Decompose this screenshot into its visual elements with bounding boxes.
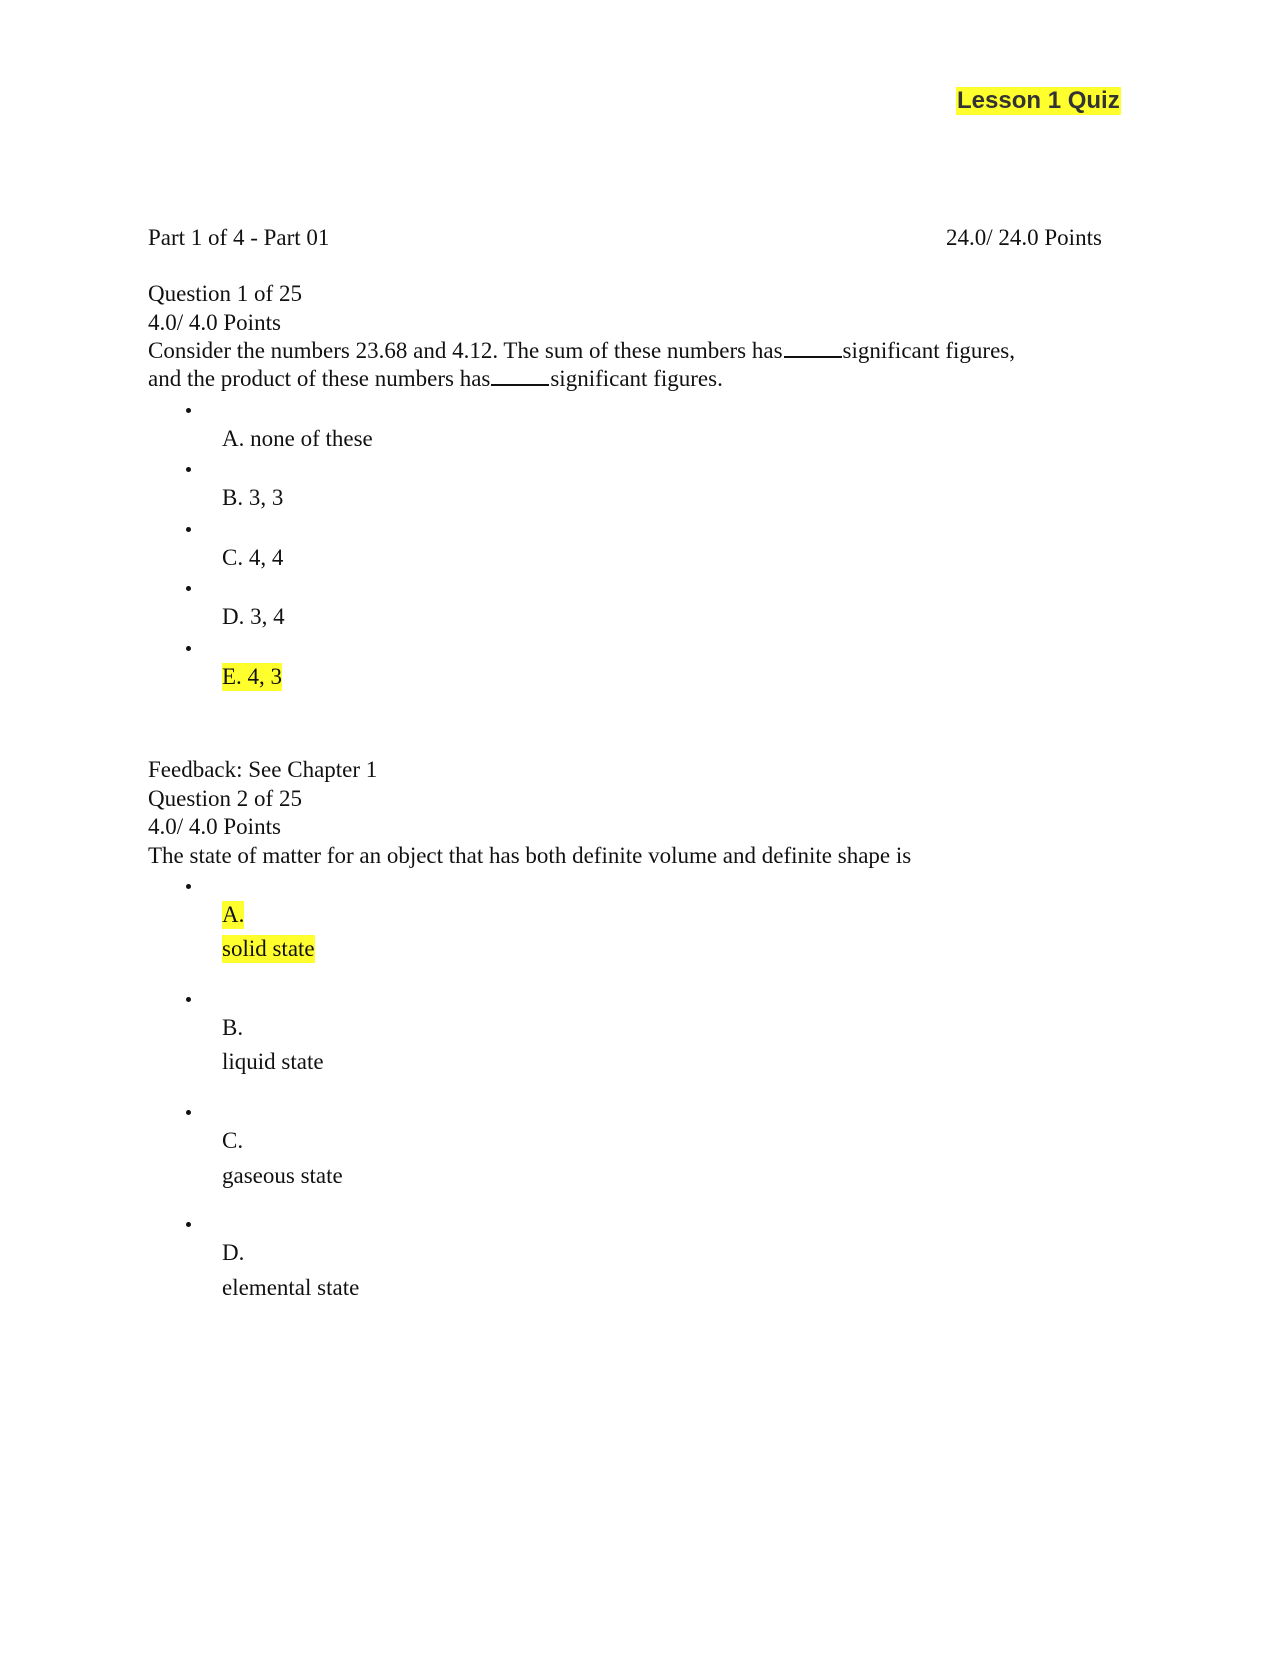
answer-option-c[interactable]: C. 4, 4 [222,545,284,570]
answer-blank [784,355,842,358]
answer-option-b-letter[interactable]: B. [222,1015,244,1040]
bullet-icon [186,586,191,591]
answer-option-c-letter[interactable]: C. [222,1128,244,1153]
bullet-icon [186,997,191,1002]
part-label: Part 1 of 4 - Part 01 [148,225,330,250]
question-points: 4.0/ 4.0 Points [148,814,281,839]
bullet-icon [186,527,191,532]
question-points: 4.0/ 4.0 Points [148,310,281,335]
part-points: 24.0/ 24.0 Points [946,225,1102,250]
answer-option-d[interactable]: elemental state [222,1275,360,1300]
question-text-part: Consider the numbers 23.68 and 4.12. The sum of these numbers has [148,338,783,363]
answer-option-c[interactable]: gaseous state [222,1163,343,1188]
bullet-icon [186,408,191,413]
answer-option-b[interactable]: liquid state [222,1049,324,1074]
bullet-icon [186,1110,191,1115]
question-label: Question 2 of 25 [148,786,302,811]
answer-option-d[interactable]: D. 3, 4 [222,604,285,629]
answer-option-d-letter[interactable]: D. [222,1240,245,1265]
bullet-icon [186,646,191,651]
question-text-part: significant figures, [842,338,1016,363]
answer-option-e-selected[interactable]: E. 4, 3 [222,664,283,689]
answer-option-b[interactable]: B. 3, 3 [222,485,284,510]
answer-blank [491,383,549,386]
question-text: The state of matter for an object that has both definite volume and definite shape is [148,843,912,868]
bullet-icon [186,467,191,472]
quiz-title: Lesson 1 Quiz [957,87,1120,114]
answer-option-a[interactable]: A. none of these [222,426,373,451]
question-text [148,337,1088,393]
bullet-icon [186,1222,191,1227]
question-label: Question 1 of 25 [148,281,302,306]
feedback-text: Feedback: See Chapter 1 [148,757,378,782]
bullet-icon [186,884,191,889]
answer-option-a-selected[interactable]: solid state [222,936,315,961]
question-text-part: and the product of these numbers has [148,366,491,391]
question-text-part: significant figures. [550,366,723,391]
answer-option-a-letter[interactable]: A. [222,902,245,927]
